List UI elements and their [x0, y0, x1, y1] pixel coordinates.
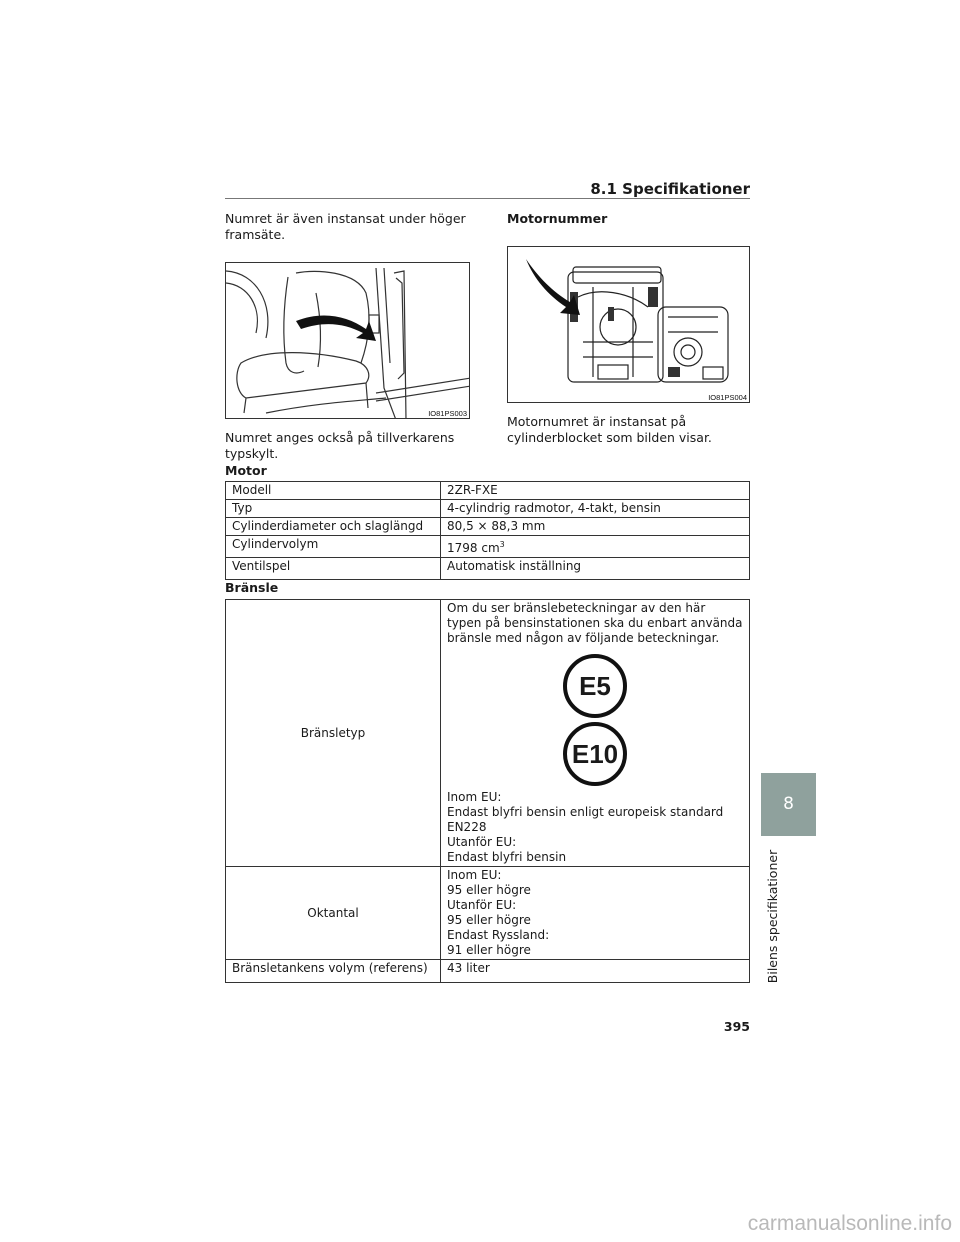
seat-caption-text: Numret anges också på tillverkarens typskylt. — [225, 430, 455, 461]
motor-label: Cylindervolym — [226, 536, 441, 558]
fuel-type-line: Endast blyfri bensin — [447, 850, 567, 864]
seat-intro-text: Numret är även instansat under höger framsäte. — [225, 211, 466, 242]
tank-value: 43 liter — [441, 960, 750, 983]
table-row — [226, 518, 750, 536]
engine-figure — [507, 246, 750, 403]
octane-line: 95 eller högre — [447, 913, 531, 927]
table-row — [226, 558, 750, 580]
chapter-label-text: Bilens specifikationer — [765, 849, 781, 984]
engine-number-heading: Motornummer — [507, 211, 608, 226]
engine-caption-text: Motornumret är instansat på cylinderblocket som bilden visar. — [507, 414, 712, 445]
displacement-value: 1798 cm — [447, 541, 500, 555]
chapter-label — [763, 842, 783, 982]
octane-line: 91 eller högre — [447, 943, 531, 957]
header-rule — [225, 198, 750, 199]
motor-heading: Motor — [225, 463, 267, 478]
seat-figure-code: IO81PS003 — [428, 409, 467, 418]
seat-figure — [225, 262, 470, 419]
fuel-type-line: Inom EU: — [447, 790, 502, 804]
fuel-type-value — [441, 600, 750, 867]
octane-line: Inom EU: — [447, 868, 502, 882]
motor-value: 4-cylindrig radmotor, 4-takt, bensin — [441, 500, 750, 518]
table-row — [226, 960, 750, 983]
fuel-table — [225, 599, 750, 983]
motor-value — [441, 536, 750, 558]
octane-line: 95 eller högre — [447, 883, 531, 897]
fuel-type-line: Utanför EU: — [447, 835, 517, 849]
fuel-sign-e10: E10 — [563, 722, 627, 786]
motor-table — [225, 481, 750, 580]
section-header: 8.1 Specifikationer — [590, 180, 750, 198]
motor-label: Typ — [226, 500, 441, 518]
fuel-heading: Bränsle — [225, 580, 279, 595]
motor-label: Modell — [226, 482, 441, 500]
fuel-type-intro: Om du ser bränslebeteckningar av den här typen på bensinstationen ska du enbart använda bränsle med någon av följande beteckningar. — [447, 601, 743, 645]
fuel-signs — [447, 646, 743, 790]
table-row — [226, 600, 750, 867]
tank-label: Bränsletankens volym (referens) — [226, 960, 441, 983]
motor-value: Automatisk inställning — [441, 558, 750, 580]
watermark: carmanualsonline.info — [747, 1212, 952, 1235]
motor-label: Cylinderdiameter och slaglängd — [226, 518, 441, 536]
motor-value: 2ZR-FXE — [441, 482, 750, 500]
motor-value: 80,5 × 88,3 mm — [441, 518, 750, 536]
octane-value — [441, 867, 750, 960]
octane-line: Utanför EU: — [447, 898, 517, 912]
table-row — [226, 500, 750, 518]
engine-figure-code: IO81PS004 — [708, 393, 747, 402]
fuel-type-line: Endast blyfri bensin enligt europeisk standard EN228 — [447, 805, 724, 834]
table-row — [226, 536, 750, 558]
table-row — [226, 867, 750, 960]
engine-illustration — [508, 247, 750, 403]
chapter-tab[interactable]: 8 — [761, 773, 816, 836]
page-number: 395 — [723, 1019, 750, 1034]
fuel-type-label: Bränsletyp — [226, 600, 441, 867]
seat-illustration — [226, 263, 470, 419]
octane-label: Oktantal — [226, 867, 441, 960]
octane-line: Endast Ryssland: — [447, 928, 550, 942]
fuel-sign-e5: E5 — [563, 654, 627, 718]
table-row — [226, 482, 750, 500]
motor-label: Ventilspel — [226, 558, 441, 580]
displacement-unit-exponent: 3 — [499, 540, 505, 549]
